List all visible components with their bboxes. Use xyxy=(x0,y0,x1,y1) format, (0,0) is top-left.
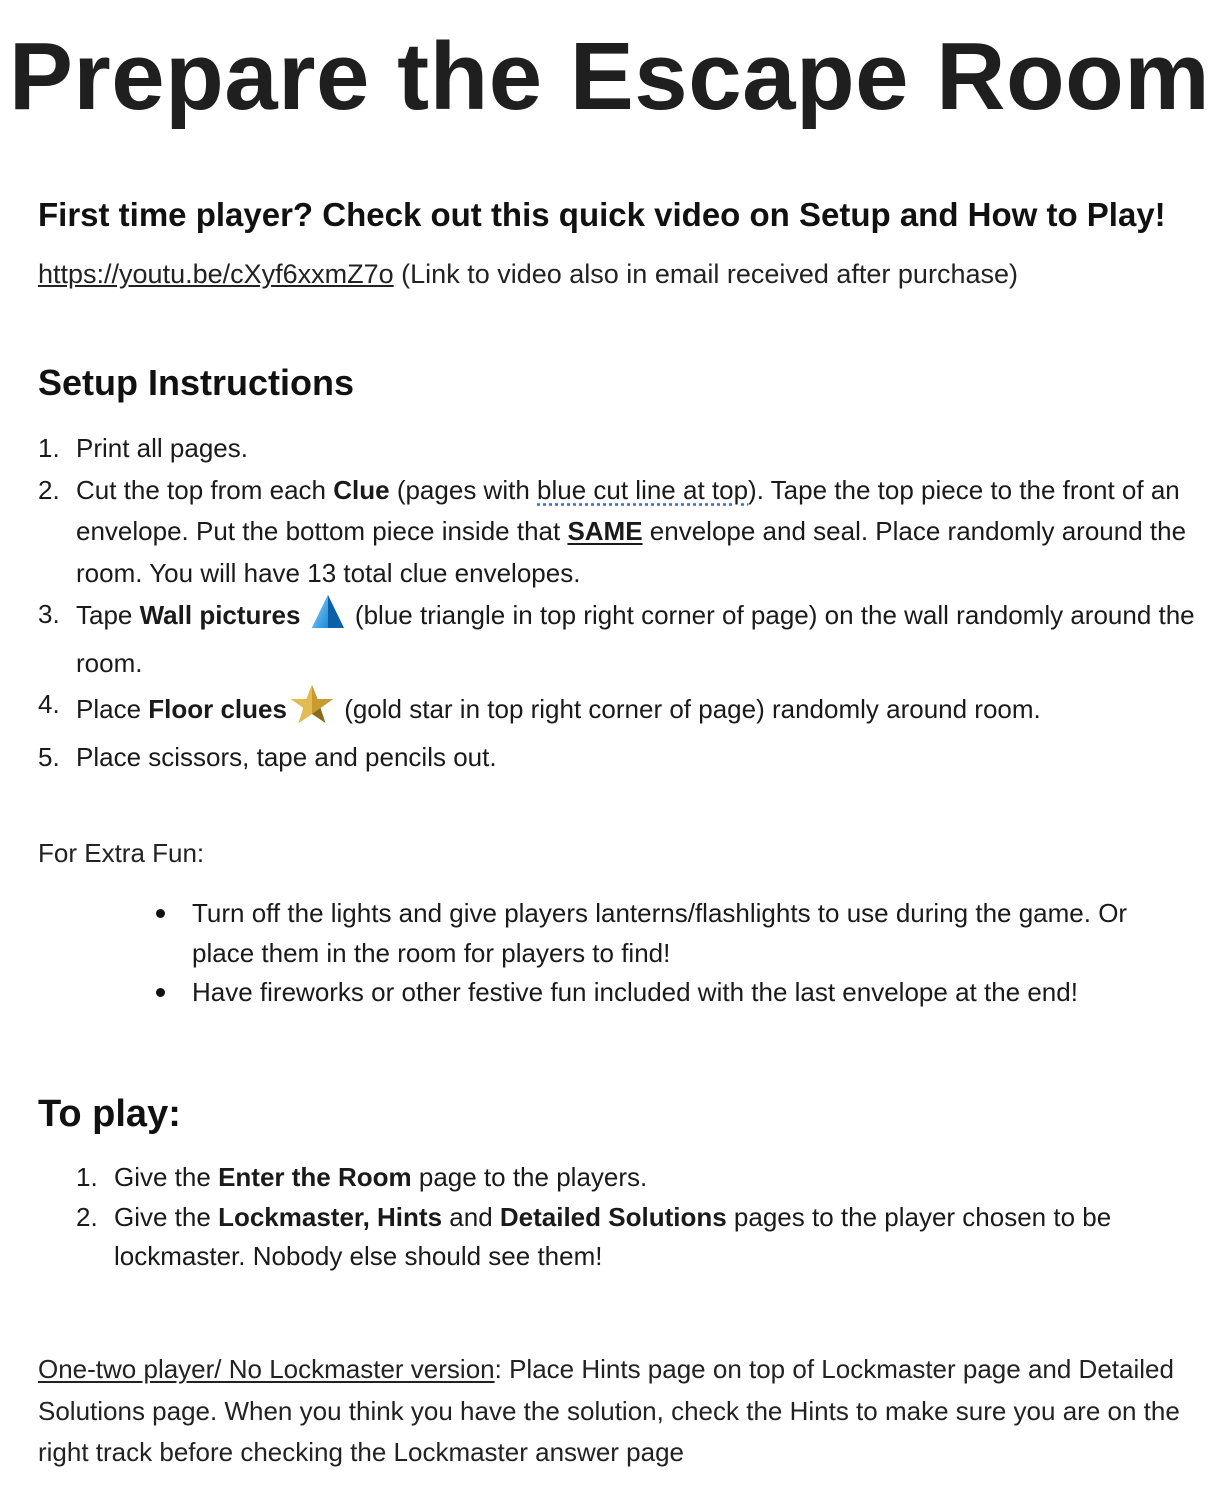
solo-version-text: : Place Hints page on top of Lockmaster page and Detailed Solutions page. When you think you have the solution, check the Hints to make sure you are on the right track before checking the Lockmaster answer page xyxy=(38,1354,1180,1467)
gold-star-icon xyxy=(289,684,335,737)
item-text: ). Tape the top piece to the front of an envelope. Put the bottom piece inside that xyxy=(76,474,1180,546)
solo-version-paragraph xyxy=(38,1349,1188,1474)
same-term: SAME xyxy=(567,516,643,546)
item-text: Cut the top from each xyxy=(76,474,334,505)
play-item xyxy=(76,1158,1186,1198)
item-text: (gold star in top right corner of page) randomly around room. xyxy=(336,694,1041,724)
setup-item xyxy=(38,594,1198,684)
cut-line-phrase: blue cut line at top xyxy=(537,474,749,505)
floor-clues-term: Floor clues xyxy=(148,694,287,724)
item-text: (pages with xyxy=(389,474,537,505)
bullet-icon xyxy=(156,909,165,918)
item-number: 2. xyxy=(38,474,60,505)
detailed-solutions-term: Detailed Solutions xyxy=(499,1201,727,1232)
video-line xyxy=(38,259,1018,290)
video-link-note: (Link to video also in email received after purchase) xyxy=(393,259,1018,289)
item-number: 2. xyxy=(76,1201,98,1232)
extra-fun-label: For Extra Fun: xyxy=(38,838,205,868)
blue-triangle-icon xyxy=(310,594,346,643)
item-text: page to the players. xyxy=(411,1162,648,1192)
setup-list xyxy=(38,428,1198,778)
extra-fun-list xyxy=(156,894,1196,1013)
solo-version-label: One-two player/ No Lockmaster version xyxy=(38,1354,495,1384)
play-list xyxy=(76,1158,1186,1277)
item-text: Give the xyxy=(114,1162,219,1192)
play-heading: To play: xyxy=(38,1093,181,1135)
item-number: 5. xyxy=(38,741,60,772)
item-text: and xyxy=(442,1201,500,1232)
setup-item xyxy=(38,684,1198,737)
list-item xyxy=(156,973,1196,1013)
item-text: Place xyxy=(76,694,149,724)
bullet-text: Turn off the lights and give players lanterns/flashlights to use during the game. Or place them in the room for players to find! xyxy=(192,898,1128,968)
item-number: 4. xyxy=(38,689,60,719)
lockmaster-hints-term: Lockmaster, Hints xyxy=(218,1201,443,1232)
item-text: (blue triangle in top right corner of page) on the wall randomly around the room. xyxy=(76,600,1195,678)
bullet-icon xyxy=(156,988,165,997)
page-title: Prepare the Escape Room xyxy=(8,23,1211,130)
item-text: Print all pages. xyxy=(76,433,248,463)
setup-item xyxy=(38,428,1198,470)
item-text: Give the xyxy=(114,1201,219,1232)
setup-item xyxy=(38,737,1198,779)
bullet-text: Have fireworks or other festive fun included with the last envelope at the end! xyxy=(192,977,1078,1007)
item-number: 1. xyxy=(76,1162,98,1192)
wall-pictures-term: Wall pictures xyxy=(139,600,301,630)
enter-room-term: Enter the Room xyxy=(218,1162,412,1192)
item-number: 3. xyxy=(38,599,60,629)
setup-heading: Setup Instructions xyxy=(38,362,355,403)
clue-term: Clue xyxy=(333,474,390,505)
item-number: 1. xyxy=(38,433,60,463)
play-item xyxy=(76,1198,1186,1277)
setup-item xyxy=(38,470,1198,595)
list-item xyxy=(156,894,1196,973)
video-link[interactable]: https://youtu.be/cXyf6xxmZ7o xyxy=(38,259,394,289)
video-heading: First time player? Check out this quick video on Setup and How to Play! xyxy=(38,196,1166,233)
item-text: pages to the player chosen to be lockmaster. Nobody else should see them! xyxy=(114,1201,1112,1271)
item-text: Place scissors, tape and pencils out. xyxy=(76,741,497,772)
item-text: Tape xyxy=(76,600,140,630)
item-text: envelope and seal. Place randomly around the room. You will have 13 total clue envelopes. xyxy=(76,516,1187,588)
